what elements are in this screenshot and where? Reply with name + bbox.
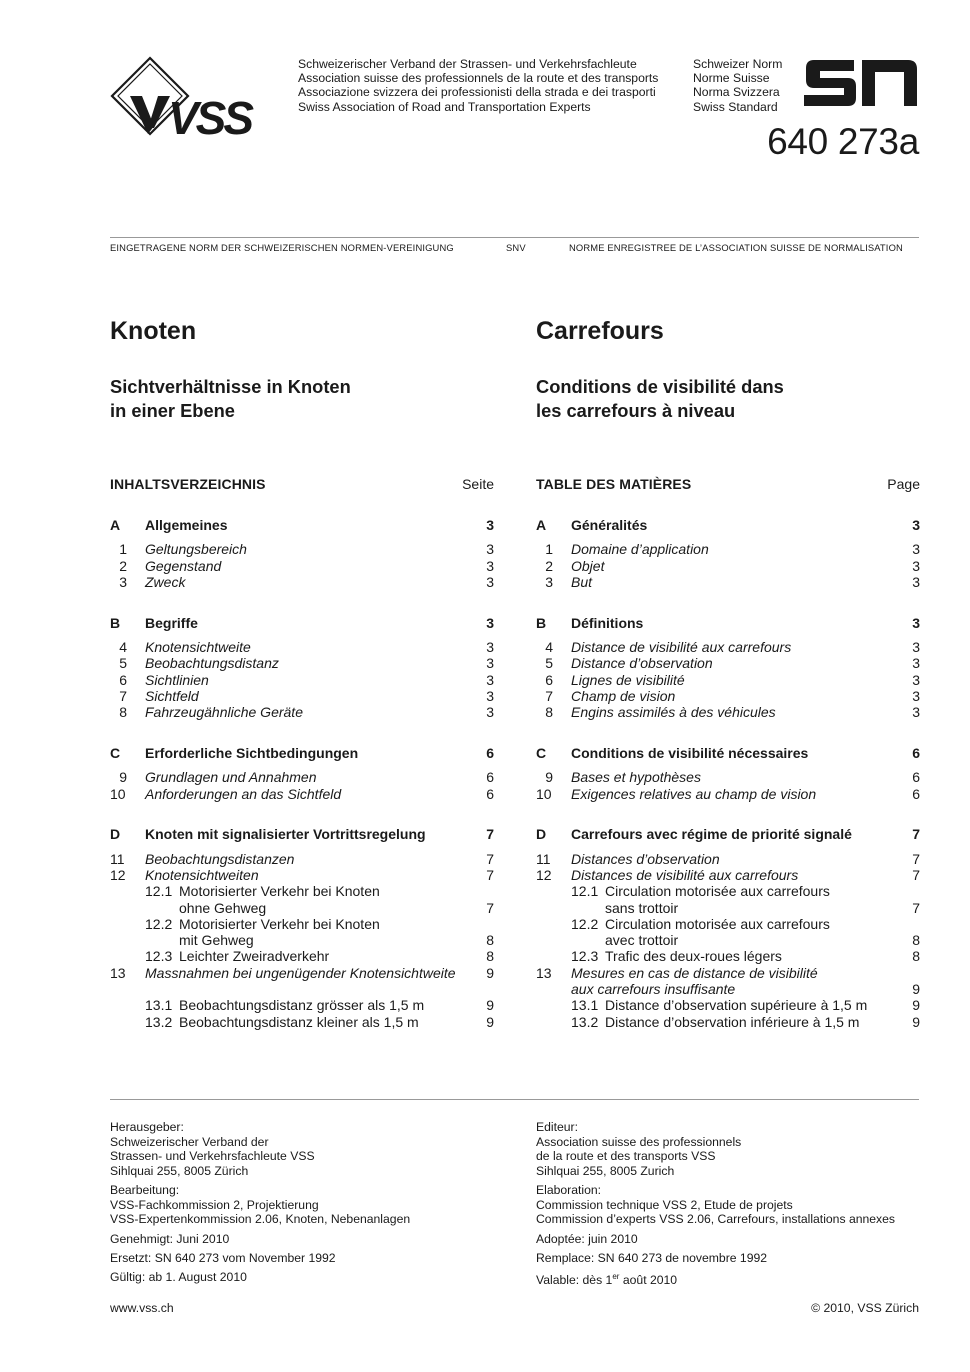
subitem-text bbox=[145, 997, 474, 1013]
toc-item bbox=[110, 786, 494, 802]
page-number: 7 bbox=[912, 899, 920, 916]
std-line: Schweizer Norm bbox=[693, 57, 783, 71]
divider bbox=[110, 237, 919, 238]
item-number: 10 bbox=[536, 785, 552, 802]
toc-section bbox=[110, 615, 494, 721]
item-title: Champ de vision bbox=[571, 687, 676, 704]
toc-subitem-continuation bbox=[110, 900, 494, 916]
subtitle-line: in einer Ebene bbox=[110, 399, 235, 421]
subitem-number: 12.3 bbox=[571, 948, 599, 965]
section-letter: D bbox=[536, 826, 547, 843]
toc-item bbox=[110, 851, 494, 867]
footer-block bbox=[110, 1183, 410, 1227]
indent bbox=[536, 883, 571, 899]
page-number: 3 bbox=[486, 517, 494, 533]
footer-line: VSS-Expertenkommission 2.06, Knoten, Nebenanlagen bbox=[110, 1212, 411, 1227]
item-number: 13 bbox=[110, 964, 126, 981]
toc-subitem bbox=[536, 1014, 920, 1030]
toc-item bbox=[536, 965, 920, 981]
item-number: 7 bbox=[119, 687, 127, 704]
footer-line: Genehmigt: Juni 2010 bbox=[110, 1231, 230, 1246]
subitem-title: Motorisierter Verkehr bei Knoten bbox=[179, 915, 380, 932]
subitem-title: Leichter Zweiradverkehr bbox=[179, 948, 330, 965]
subitem-number: 13.2 bbox=[571, 1013, 599, 1030]
section-letter: B bbox=[110, 614, 121, 631]
toc-subitem bbox=[110, 883, 494, 899]
footer-line: Sihlquai 255, 8005 Zurich bbox=[536, 1163, 675, 1178]
publisher-info-de bbox=[110, 1120, 410, 1289]
indent bbox=[536, 997, 571, 1013]
page-number bbox=[900, 965, 920, 981]
indent bbox=[110, 997, 145, 1013]
footer-line: Schweizerischer Verband der bbox=[110, 1134, 269, 1149]
toc-item bbox=[110, 769, 494, 785]
item-number: 13 bbox=[536, 964, 552, 981]
subitem-title-cont: avec trottoir bbox=[605, 932, 679, 949]
item-number: 9 bbox=[119, 769, 127, 786]
toc-item bbox=[536, 655, 920, 671]
toc-item bbox=[110, 867, 494, 883]
page-number: 3 bbox=[486, 573, 494, 590]
page-number: 3 bbox=[486, 614, 494, 631]
indent bbox=[110, 1014, 145, 1030]
toc-section-heading bbox=[536, 615, 920, 631]
page-number: 7 bbox=[486, 866, 494, 883]
page-number: 8 bbox=[912, 932, 920, 949]
item-number: 3 bbox=[119, 573, 127, 590]
item-number: 5 bbox=[119, 655, 127, 672]
toc-section bbox=[110, 745, 494, 802]
item-title: Geltungsbereich bbox=[145, 541, 247, 558]
subitem-title: Motorisierter Verkehr bei Knoten bbox=[179, 883, 380, 900]
toc-section bbox=[536, 517, 920, 590]
std-line: Norma Svizzera bbox=[693, 85, 780, 100]
subitem-text bbox=[145, 916, 474, 932]
toc-section-heading bbox=[536, 826, 920, 842]
footer-line: Editeur: bbox=[536, 1120, 579, 1134]
item-number: 11 bbox=[110, 850, 125, 867]
item-number: 1 bbox=[119, 541, 127, 558]
indent bbox=[110, 948, 145, 964]
subitem-number: 12.2 bbox=[571, 915, 599, 932]
page-number: 7 bbox=[912, 850, 920, 867]
page-number: 7 bbox=[486, 850, 494, 867]
footer-line: Gültig: ab 1. August 2010 bbox=[110, 1270, 247, 1285]
footer-line: Valable: dès 1er août 2010 bbox=[536, 1272, 678, 1288]
item-title: Distances de visibilité aux carrefours bbox=[571, 866, 799, 883]
page-number: 9 bbox=[912, 981, 920, 998]
item-title: Gegenstand bbox=[145, 557, 222, 574]
toc-subitem bbox=[110, 1014, 494, 1030]
toc-item bbox=[110, 558, 494, 574]
standard-number: 640 273a bbox=[767, 121, 919, 162]
item-title: Domaine d’application bbox=[571, 541, 709, 558]
footer-line: Commission d’experts VSS 2.06, Carrefours, installations annexes bbox=[536, 1212, 896, 1227]
item-number: 8 bbox=[545, 704, 553, 721]
subitem-text bbox=[145, 883, 474, 899]
toc-item bbox=[536, 688, 920, 704]
footer-line: Herausgeber: bbox=[110, 1120, 184, 1134]
page-number: 3 bbox=[912, 573, 920, 590]
item-title-cont: aux carrefours insuffisante bbox=[571, 981, 736, 998]
item-number: 6 bbox=[119, 671, 127, 688]
page-number: 7 bbox=[912, 826, 920, 843]
subtitle-line: Conditions de visibilité dans bbox=[536, 376, 784, 397]
indent bbox=[110, 916, 145, 932]
item-title: Knotensichtweite bbox=[145, 638, 251, 655]
toc-subitem-continuation bbox=[110, 932, 494, 948]
page-number: 3 bbox=[912, 704, 920, 721]
section-title: Erforderliche Sichtbedingungen bbox=[145, 744, 359, 761]
toc-subitem bbox=[536, 916, 920, 932]
doc-subtitle bbox=[536, 375, 920, 476]
toc-section-heading bbox=[110, 615, 494, 631]
subitem-text bbox=[145, 948, 474, 964]
page-number: 3 bbox=[486, 541, 494, 558]
page-number: 3 bbox=[912, 687, 920, 704]
page-number: 6 bbox=[912, 769, 920, 786]
subitem-title: Circulation motorisée aux carrefours bbox=[605, 883, 830, 900]
table-of-contents bbox=[536, 517, 920, 1030]
registration-de: EINGETRAGENE NORM DER SCHWEIZERISCHEN NORMEN-VEREINIGUNG bbox=[110, 242, 454, 253]
subitem-title: Distance d’observation inférieure à 1,5 m bbox=[605, 1013, 860, 1030]
toc-section-heading bbox=[110, 745, 494, 761]
toc-heading bbox=[536, 476, 920, 517]
section-letter: C bbox=[536, 744, 547, 761]
indent bbox=[110, 900, 145, 916]
toc-subitem bbox=[536, 883, 920, 899]
page-number: 8 bbox=[912, 948, 920, 965]
subitem-title: Trafic des deux-roues légers bbox=[605, 948, 782, 965]
toc-item bbox=[536, 541, 920, 557]
item-number: 11 bbox=[536, 850, 551, 867]
copyright: © 2010, VSS Zürich bbox=[811, 1301, 919, 1315]
indent bbox=[536, 932, 571, 948]
item-number: 6 bbox=[545, 671, 553, 688]
section-letter: A bbox=[110, 517, 121, 533]
footer-block bbox=[536, 1120, 895, 1178]
subitem-text bbox=[571, 997, 900, 1013]
page-number: 3 bbox=[912, 671, 920, 688]
doc-subtitle bbox=[110, 375, 494, 476]
item-number: 1 bbox=[545, 541, 553, 558]
page-number: 3 bbox=[912, 655, 920, 672]
indent bbox=[536, 900, 571, 916]
page-number: 7 bbox=[486, 899, 494, 916]
section-letter: D bbox=[110, 826, 121, 843]
item-number: 9 bbox=[545, 769, 553, 786]
page-number: 3 bbox=[912, 638, 920, 655]
footer-line: Association suisse des professionnels bbox=[536, 1134, 742, 1149]
org-line: Schweizerischer Verband der Strassen- und Verkehrsfachleute bbox=[298, 57, 637, 71]
footer-block bbox=[110, 1270, 410, 1285]
toc-section-heading bbox=[110, 517, 494, 533]
doc-title: Carrefours bbox=[536, 317, 664, 345]
toc-section-heading bbox=[536, 745, 920, 761]
subitem-text bbox=[571, 883, 900, 899]
toc-section bbox=[536, 745, 920, 802]
page-number: 7 bbox=[486, 826, 494, 843]
item-title: Grundlagen und Annahmen bbox=[145, 769, 317, 786]
toc-item bbox=[536, 769, 920, 785]
page-number bbox=[474, 883, 494, 899]
item-title: Sichtfeld bbox=[145, 687, 199, 704]
page-number: 7 bbox=[912, 866, 920, 883]
section-title: Définitions bbox=[571, 614, 644, 631]
registration-snv: SNV bbox=[506, 242, 526, 253]
registration-fr: NORME ENREGISTREE DE L’ASSOCIATION SUISSE DE NORMALISATION bbox=[569, 242, 903, 253]
subitem-number: 12.1 bbox=[571, 883, 599, 900]
toc-subitem bbox=[536, 997, 920, 1013]
item-title: Distance de visibilité aux carrefours bbox=[571, 638, 792, 655]
toc-item bbox=[536, 867, 920, 883]
footer-line: VSS-Fachkommission 2, Projektierung bbox=[110, 1197, 319, 1212]
page-number: 3 bbox=[912, 557, 920, 574]
item-title: Fahrzeugähnliche Geräte bbox=[145, 704, 303, 721]
page-number: 3 bbox=[486, 557, 494, 574]
section-letter: C bbox=[110, 744, 121, 761]
page-number: 6 bbox=[486, 785, 494, 802]
org-line: Associazione svizzera dei professionisti della strada e dei trasporti bbox=[298, 85, 656, 100]
subitem-text bbox=[145, 1014, 474, 1030]
page-number bbox=[900, 883, 920, 899]
subtitle-line: Sichtverhältnisse in Knoten bbox=[110, 376, 351, 397]
section-letter: A bbox=[536, 517, 547, 533]
footer-line: Commission technique VSS 2, Etude de projets bbox=[536, 1197, 793, 1212]
footer-block bbox=[536, 1232, 895, 1247]
item-number: 7 bbox=[545, 687, 553, 704]
item-title: Engins assimilés à des véhicules bbox=[571, 704, 776, 721]
page-number: 3 bbox=[486, 687, 494, 704]
subtitle-line: les carrefours à niveau bbox=[536, 399, 736, 421]
toc-item bbox=[536, 786, 920, 802]
org-line: Association suisse des professionnels de la route et des transports bbox=[298, 71, 659, 86]
page-number: 6 bbox=[912, 785, 920, 802]
page-number: 9 bbox=[486, 997, 494, 1014]
toc-item bbox=[536, 672, 920, 688]
item-title: Beobachtungsdistanz bbox=[145, 655, 279, 672]
item-number: 12 bbox=[536, 866, 552, 883]
page-number: 9 bbox=[486, 1013, 494, 1030]
item-title: Sichtlinien bbox=[145, 671, 209, 688]
organisation-names bbox=[298, 57, 658, 114]
subitem-text bbox=[571, 948, 900, 964]
page-number: 9 bbox=[486, 964, 494, 981]
toc-label: TABLE DES MATIÈRES bbox=[536, 476, 692, 492]
page-number bbox=[900, 916, 920, 932]
divider bbox=[110, 1099, 919, 1100]
footer-line: Remplace: SN 640 273 de novembre 1992 bbox=[536, 1250, 768, 1265]
indent bbox=[110, 932, 145, 948]
footer-line: Strassen- und Verkehrsfachleute VSS bbox=[110, 1149, 315, 1164]
french-column bbox=[536, 317, 920, 1054]
toc-subitem-continuation bbox=[536, 932, 920, 948]
toc-item-continuation bbox=[536, 981, 920, 997]
indent bbox=[536, 916, 571, 932]
subitem-number: 13.2 bbox=[145, 1013, 173, 1030]
item-title: Mesures en cas de distance de visibilité bbox=[571, 964, 818, 981]
item-title: Beobachtungsdistanzen bbox=[145, 850, 295, 867]
footer-line: Bearbeitung: bbox=[110, 1183, 180, 1198]
footer-line: Ersetzt: SN 640 273 vom November 1992 bbox=[110, 1250, 336, 1265]
subitem-text bbox=[571, 916, 900, 932]
item-title: Objet bbox=[571, 557, 605, 574]
section-title: Conditions de visibilité nécessaires bbox=[571, 744, 809, 761]
section-title: Carrefours avec régime de priorité signalé bbox=[571, 826, 852, 843]
footer-block bbox=[110, 1232, 410, 1247]
section-title: Généralités bbox=[571, 517, 648, 533]
item-title: Exigences relatives au champ de vision bbox=[571, 785, 817, 802]
subitem-title-cont: ohne Gehweg bbox=[179, 899, 267, 916]
website-link[interactable]: www.vss.ch bbox=[110, 1301, 174, 1315]
page-number: 3 bbox=[486, 704, 494, 721]
toc-item bbox=[536, 851, 920, 867]
svg-text:VSS: VSS bbox=[168, 92, 252, 140]
item-title: Distance d’observation bbox=[571, 655, 713, 672]
toc-item bbox=[110, 704, 494, 720]
section-title: Allgemeines bbox=[145, 517, 228, 533]
section-letter: B bbox=[536, 614, 547, 631]
footer-block bbox=[110, 1251, 410, 1266]
vss-logo bbox=[110, 56, 290, 140]
toc-item bbox=[536, 639, 920, 655]
page-number: 3 bbox=[912, 541, 920, 558]
standard-type-labels bbox=[693, 57, 782, 114]
toc-item bbox=[110, 574, 494, 590]
doc-title: Knoten bbox=[110, 317, 197, 345]
footer-line: Elaboration: bbox=[536, 1183, 602, 1198]
page-number: 3 bbox=[486, 655, 494, 672]
table-of-contents bbox=[110, 517, 494, 1030]
subitem-number: 13.1 bbox=[571, 997, 599, 1014]
page-number: 9 bbox=[912, 997, 920, 1014]
page-number: 6 bbox=[486, 744, 494, 761]
toc-spacer bbox=[110, 981, 494, 997]
sn-logo bbox=[804, 58, 919, 108]
toc-item bbox=[110, 639, 494, 655]
toc-item bbox=[110, 655, 494, 671]
toc-subitem bbox=[110, 948, 494, 964]
toc-subitem bbox=[110, 997, 494, 1013]
toc-item bbox=[110, 541, 494, 557]
item-title: Bases et hypothèses bbox=[571, 769, 701, 786]
publisher-info-fr bbox=[536, 1120, 895, 1292]
toc-page-label: Page bbox=[887, 476, 920, 492]
subitem-text bbox=[571, 1014, 900, 1030]
item-number: 5 bbox=[545, 655, 553, 672]
toc-section bbox=[536, 615, 920, 721]
footer-block bbox=[110, 1120, 410, 1178]
german-column bbox=[110, 317, 494, 1054]
item-title: Lignes de visibilité bbox=[571, 671, 685, 688]
std-line: Norme Suisse bbox=[693, 71, 770, 86]
footer-block bbox=[536, 1251, 895, 1266]
footer-block bbox=[536, 1270, 895, 1288]
subitem-title: Beobachtungsdistanz grösser als 1,5 m bbox=[179, 997, 425, 1014]
toc-item bbox=[110, 688, 494, 704]
toc-section bbox=[110, 826, 494, 1030]
item-title: Knotensichtweiten bbox=[145, 866, 259, 883]
footer-line: Adoptée: juin 2010 bbox=[536, 1231, 638, 1246]
item-title: But bbox=[571, 573, 593, 590]
page-number bbox=[474, 916, 494, 932]
toc-heading bbox=[110, 476, 494, 517]
toc-section-heading bbox=[110, 826, 494, 842]
page-number: 3 bbox=[912, 517, 920, 533]
indent bbox=[536, 1014, 571, 1030]
toc-subitem bbox=[536, 948, 920, 964]
item-title: Zweck bbox=[145, 573, 186, 590]
toc-item bbox=[536, 558, 920, 574]
item-number: 2 bbox=[545, 557, 553, 574]
footer-block bbox=[536, 1183, 895, 1227]
item-title: Distances d’observation bbox=[571, 850, 720, 867]
toc-page-label: Seite bbox=[462, 476, 494, 492]
page-number: 3 bbox=[912, 614, 920, 631]
page-number: 3 bbox=[486, 671, 494, 688]
indent bbox=[536, 981, 571, 997]
toc-subitem bbox=[110, 916, 494, 932]
page-number: 6 bbox=[912, 744, 920, 761]
footer-line: Sihlquai 255, 8005 Zürich bbox=[110, 1163, 249, 1178]
indent bbox=[536, 948, 571, 964]
toc-item bbox=[110, 672, 494, 688]
subitem-number: 12.3 bbox=[145, 948, 173, 965]
page-number: 9 bbox=[912, 1013, 920, 1030]
subitem-title: Distance d’observation supérieure à 1,5 m bbox=[605, 997, 868, 1014]
item-number: 8 bbox=[119, 704, 127, 721]
subitem-title: Beobachtungsdistanz kleiner als 1,5 m bbox=[179, 1013, 419, 1030]
toc-item bbox=[110, 965, 494, 981]
item-number: 10 bbox=[110, 785, 126, 802]
subitem-number: 12.1 bbox=[145, 883, 173, 900]
toc-item bbox=[536, 574, 920, 590]
page-number: 6 bbox=[486, 769, 494, 786]
item-number: 3 bbox=[545, 573, 553, 590]
page-number: 8 bbox=[486, 932, 494, 949]
indent bbox=[110, 883, 145, 899]
footer-line: de la route et des transports VSS bbox=[536, 1149, 716, 1164]
toc-section bbox=[536, 826, 920, 1030]
toc-section bbox=[110, 517, 494, 590]
subitem-title: Circulation motorisée aux carrefours bbox=[605, 915, 830, 932]
toc-item bbox=[536, 704, 920, 720]
toc-subitem-continuation bbox=[536, 900, 920, 916]
item-number: 4 bbox=[545, 638, 553, 655]
page-number: 8 bbox=[486, 948, 494, 965]
subitem-number: 12.2 bbox=[145, 915, 173, 932]
subitem-title-cont: mit Gehweg bbox=[179, 932, 254, 949]
item-number: 12 bbox=[110, 866, 126, 883]
item-title: Anforderungen an das Sichtfeld bbox=[145, 785, 342, 802]
item-title: Massnahmen bei ungenügender Knotensichtweite bbox=[145, 964, 456, 981]
page-number: 3 bbox=[486, 638, 494, 655]
subitem-title-cont: sans trottoir bbox=[605, 899, 679, 916]
std-line: Swiss Standard bbox=[693, 99, 778, 114]
toc-label: INHALTSVERZEICHNIS bbox=[110, 476, 266, 492]
section-title: Begriffe bbox=[145, 614, 198, 631]
section-title: Knoten mit signalisierter Vortrittsregelung bbox=[145, 826, 426, 843]
item-number: 4 bbox=[119, 638, 127, 655]
superscript: er bbox=[612, 1272, 620, 1282]
toc-section-heading bbox=[536, 517, 920, 533]
item-number: 2 bbox=[119, 557, 127, 574]
subitem-number: 13.1 bbox=[145, 997, 173, 1014]
org-line: Swiss Association of Road and Transportation Experts bbox=[298, 99, 591, 114]
